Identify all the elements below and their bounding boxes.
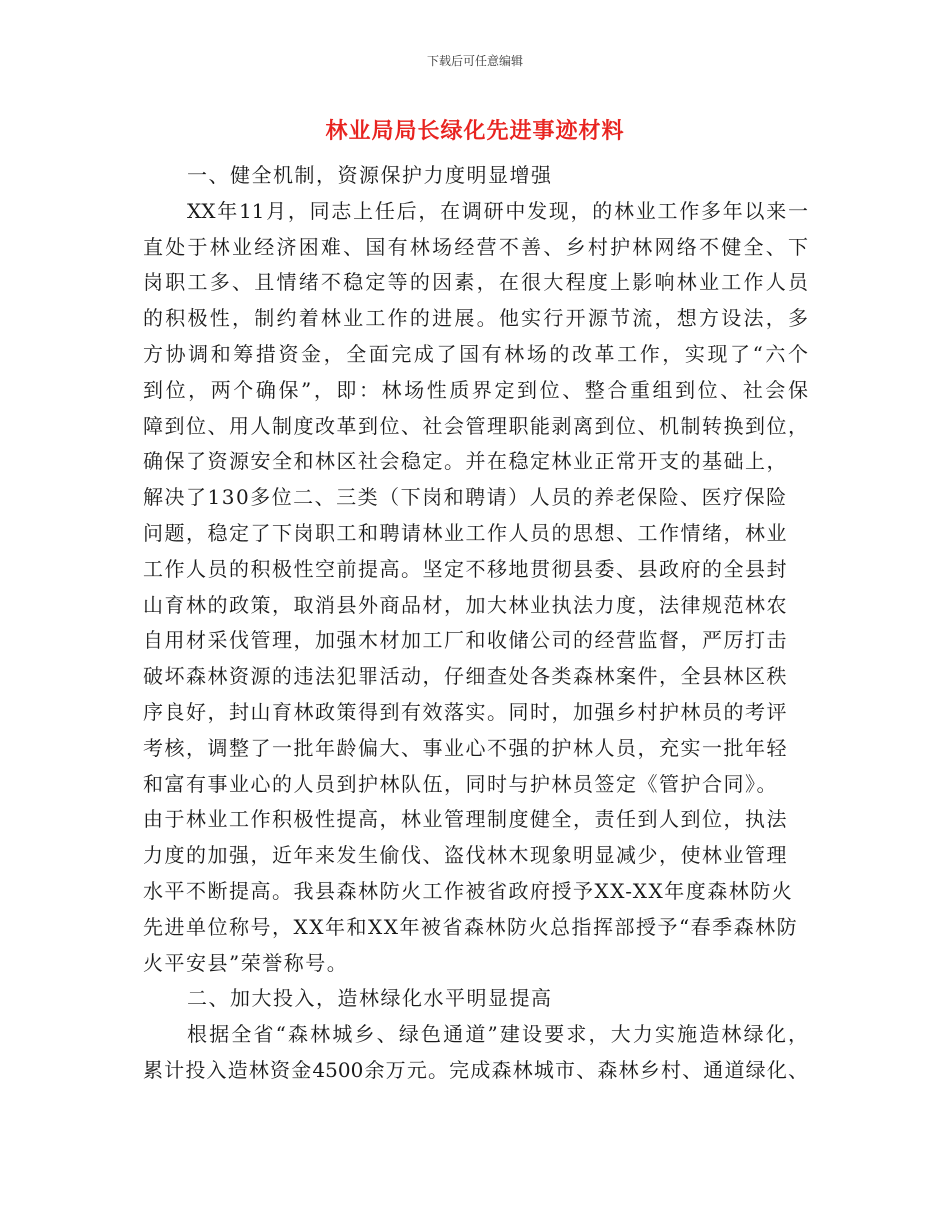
paragraph-line: 山育林的政策，取消县外商品材，加大林业执法力度，法律规范林农	[143, 592, 788, 617]
paragraph-line: 工作人员的积极性空前提高。坚定不移地贯彻县委、县政府的全县封	[143, 556, 788, 581]
paragraph-line: 水平不断提高。我县森林防火工作被省政府授予XX-XX年度森林防火	[143, 878, 794, 903]
paragraph-line: 解决了130多位二、三类（下岗和聘请）人员的养老保险、医疗保险	[143, 485, 788, 510]
paragraph-line: 障到位、用人制度改革到位、社会管理职能剥离到位、机制转换到位，	[143, 413, 808, 438]
paragraph-line: 累计投入造林资金4500余万元。完成森林城市、森林乡村、通道绿化、	[143, 1057, 808, 1082]
paragraph-line: 方协调和筹措资金，全面完成了国有林场的改革工作，实现了“六个	[143, 341, 808, 366]
paragraph-first-line: 根据全省“森林城乡、绿色通道”建设要求，大力实施造林绿化，	[187, 1022, 808, 1047]
document-title: 林业局局长绿化先进事迹材料	[325, 119, 625, 144]
paragraph-line: 的积极性，制约着林业工作的进展。他实行开源节流，想方设法，多	[143, 306, 808, 331]
paragraph-first-line: 二、加大投入，造林绿化水平明显提高	[187, 986, 553, 1011]
paragraph-line: 考核，调整了一批年龄偏大、事业心不强的护林人员，充实一批年轻	[143, 735, 788, 760]
paragraph-line: 问题，稳定了下岗职工和聘请林业工作人员的思想、工作情绪，林业	[143, 520, 788, 545]
paragraph-line: 破坏森林资源的违法犯罪活动，仔细查处各类森林案件，全县林区秩	[143, 664, 788, 689]
document-body	[143, 158, 808, 1089]
paragraph-line: 到位，两个确保”，即：林场性质界定到位、整合重组到位、社会保	[143, 377, 808, 402]
paragraph-line: 自用材采伐管理，加强木材加工厂和收储公司的经营监督，严厉打击	[143, 628, 788, 653]
paragraph-line: 由于林业工作积极性提高，林业管理制度健全，责任到人到位，执法	[143, 807, 788, 832]
paragraph-line: 力度的加强，近年来发生偷伐、盗伐林木现象明显减少，使林业管理	[143, 843, 788, 868]
page-header-note: 下载后可任意编辑	[426, 54, 523, 68]
paragraph-line: 和富有事业心的人员到护林队伍，同时与护林员签定《管护合同》。	[143, 771, 778, 796]
paragraph-first-line: 一、健全机制，资源保护力度明显增强	[187, 163, 553, 187]
paragraph-line: 直处于林业经济困难、国有林场经营不善、乡村护林网络不健全、下	[143, 234, 808, 259]
paragraph-line: 岗职工多、且情绪不稳定等的因素，在很大程度上影响林业工作人员	[143, 270, 808, 295]
paragraph-line: 先进单位称号，XX年和XX年被省森林防火总指挥部授予“春季森林防	[143, 914, 799, 939]
paragraph-line: 确保了资源安全和林区社会稳定。并在稳定林业正常开支的基础上，	[143, 449, 788, 474]
paragraph-line: 序良好，封山育林政策得到有效落实。同时，加强乡村护林员的考评	[143, 699, 788, 724]
paragraph-line: 火平安县”荣誉称号。	[143, 950, 349, 975]
paragraph-first-line: XX年11月，同志上任后，在调研中发现，的林业工作多年以来一	[187, 198, 808, 223]
